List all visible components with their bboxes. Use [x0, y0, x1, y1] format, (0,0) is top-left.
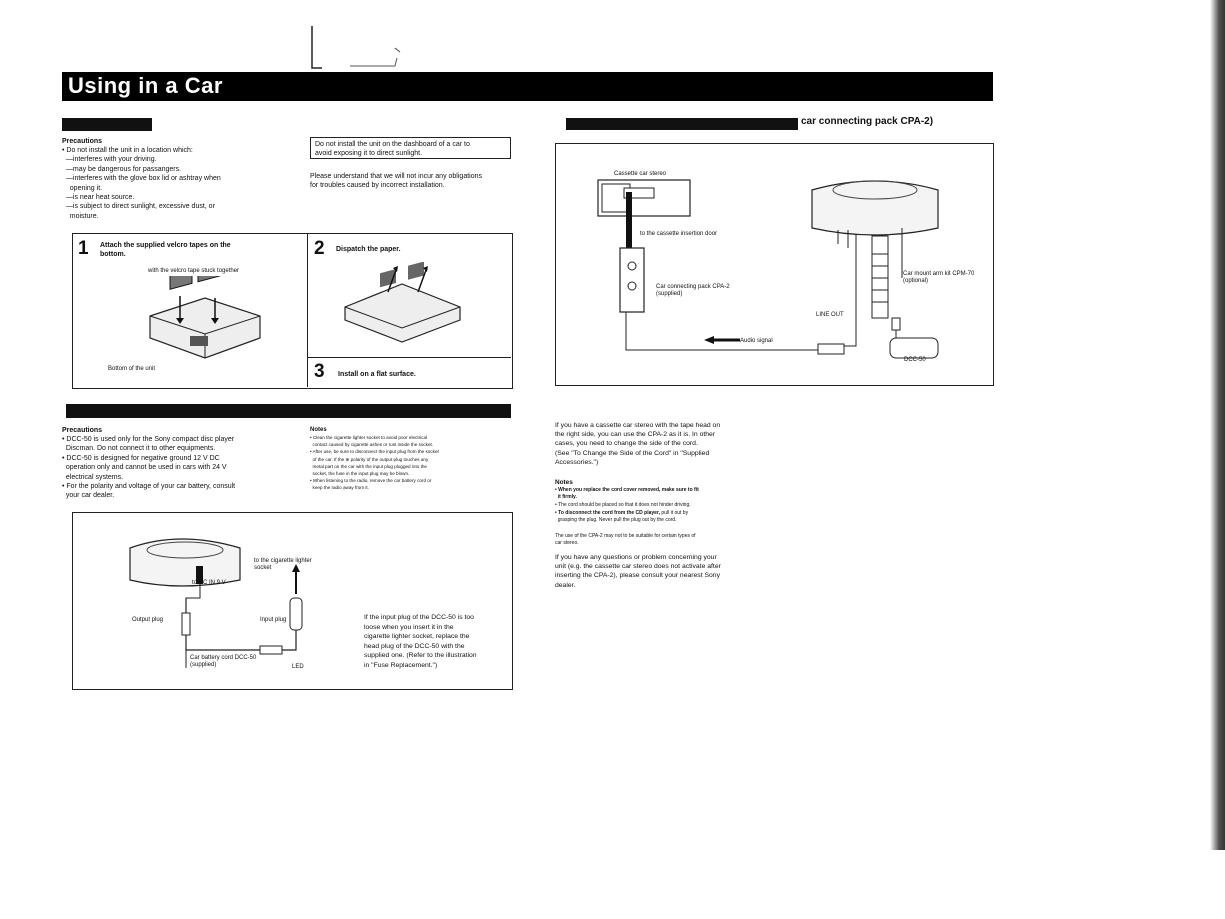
signal-note-2: • The cord should be placed so that it does not hinder driving.	[555, 502, 691, 508]
step-2-number: 2	[314, 238, 325, 259]
power-connections-heading-bar	[66, 404, 511, 418]
signal-heading-text: car connecting pack CPA-2)	[801, 116, 934, 127]
steps-divider-h	[307, 357, 511, 358]
section-banner	[62, 72, 993, 101]
installation-precautions-heading: Precautions	[62, 138, 103, 145]
step-1-caption-top: with the velcro tape stuck together	[148, 268, 240, 274]
power-precautions-heading: Precautions	[62, 427, 103, 434]
page-title: Using in a Car	[68, 73, 223, 98]
signal-note-3	[555, 510, 688, 524]
signal-note-3-bold: • To disconnect the cord from the CD player,	[555, 510, 661, 516]
installation-heading-bar	[62, 118, 152, 131]
direct-sunlight-warning-box: Do not install the unit on the dashboard of a car to avoid exposing it to direct sunlight.	[310, 137, 511, 159]
line-out-label: LINE OUT	[816, 312, 844, 318]
power-precautions-text: • DCC-50 is used only for the Sony compact disc player Discman. Do not connect it to other equipments. • DCC-50 is designed for negative ground 12 V DC operation only and cannot be used in cars with 24 V electrical systems. • For the polarity and voltage of your car battery, consult your car dealer.	[62, 436, 236, 500]
led-label: LED	[292, 664, 304, 670]
dispatch-paper-illustration	[340, 262, 470, 347]
step-1-caption-bottom: Bottom of the unit	[108, 366, 156, 372]
fuse-replacement-note: If the input plug of the DCC-50 is too loose when you insert it in the cigarette lighter socket, replace the head plug of the DCC-50 with the supplied one. (Refer to the illustration in "Fuse Replacement.")	[364, 614, 477, 669]
step-2-label: Dispatch the paper.	[336, 246, 401, 253]
installation-precautions-text: • Do not install the unit in a location which: —interferes with your driving. —may be dangerous for passangers. —interferes with the glove box lid or ashtray when opening it. —is near heat source. —is subject to direct sunlight, excessive dust, or moisture.	[62, 147, 221, 220]
signal-notes-heading: Notes	[555, 479, 573, 486]
step-1-label: Attach the supplied velcro tapes on the bottom.	[100, 242, 231, 258]
battery-cord-label: Car battery cord DCC-50 (supplied)	[190, 655, 257, 668]
cassette-door-label: to the cassette insertion door	[640, 231, 718, 237]
signal-note-1: • When you replace the cord cover removed, make sure to fit it firmly.	[555, 487, 699, 500]
scan-edge-shadow	[1210, 0, 1225, 850]
sony-dealer-note: If you have any questions or problem concerning your unit (e.g. the cassette car stereo does not activate after inserting the CPA-2), please consult your nearest Sony dealer.	[555, 554, 721, 589]
signal-note-3-rest: pull it out by grasping the plug. Never pull the plug out by the cord.	[557, 510, 689, 523]
unit-bottom-illustration	[130, 276, 280, 371]
to-cigarette-label: to the cigarette lighter socket	[254, 558, 312, 571]
mount-kit-label: Car mount arm kit CPM-70 (optional)	[903, 271, 975, 284]
power-notes-text: • Clean the cigarette lighter socket to avoid poor electrical contact caused by cigarette ashes or rust inside the socket. • After use, be sure to disconnect the input plug from the socket of the car. If the ⊕ polarity of the output plug touches any metal part on the car with the input plug plugged into the socket, the fuse in the input plug may be blown. • When listening to the radio, remove the car battery cord or keep the radio away from it.	[310, 435, 439, 491]
power-notes-heading: Notes	[310, 427, 327, 433]
step-3-label: Install on a flat surface.	[338, 371, 416, 378]
scan-bracket-mark	[300, 20, 410, 72]
dcc50-label: DCC-50	[904, 357, 926, 363]
dcc50-connection-illustration	[120, 528, 320, 668]
audio-signal-label: Audio signal	[740, 338, 773, 344]
steps-divider	[307, 233, 308, 387]
cpa2-suitability-note: The use of the CPA-2 may not to be suitable for certain types of car stereo.	[555, 533, 696, 546]
output-plug-label: Output plug	[132, 617, 164, 623]
cpa2-label: Car connecting pack CPA-2 (supplied)	[656, 284, 730, 297]
installation-disclaimer: Please understand that we will not incur any obligations for troubles caused by incorrect installation.	[310, 173, 482, 190]
cassette-car-stereo-label: Cassette car stereo	[614, 171, 667, 177]
step-1-number: 1	[78, 238, 89, 259]
signal-heading-bar	[566, 118, 798, 130]
to-dc-in-label: to DC IN 9 V	[192, 580, 226, 586]
signal-body-text: If you have a cassette car stereo with the tape head on the right side, you can use the CPA-2 as it is. In other cases, you need to change the side of the cord. (See "To Change the Side of the Cord" in "Supplied Accessories.")	[555, 422, 721, 466]
step-3-number: 3	[314, 361, 325, 382]
input-plug-label: Input plug	[260, 617, 287, 623]
